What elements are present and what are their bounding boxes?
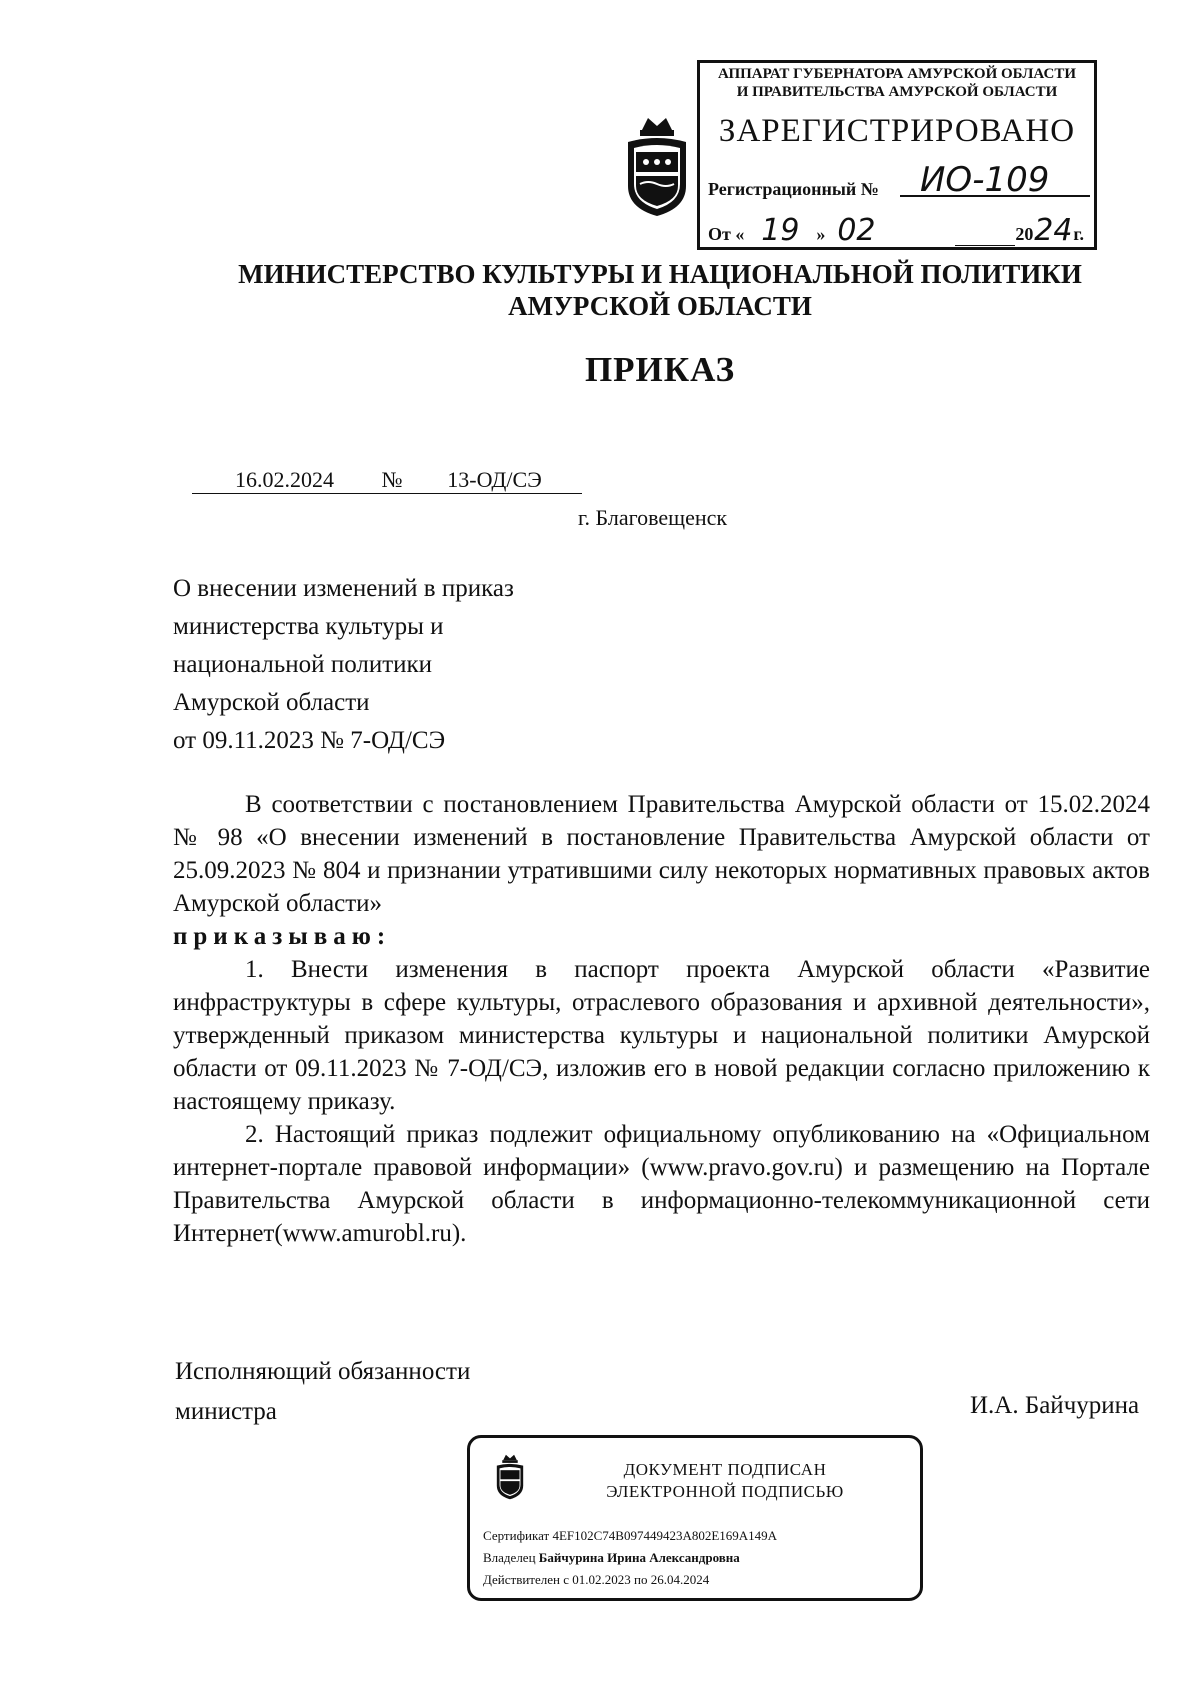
esig-owner-value: Байчурина Ирина Александровна bbox=[538, 1550, 740, 1565]
document-title: ПРИКАЗ bbox=[584, 350, 736, 389]
ministry-name-line2: АМУРСКОЙ ОБЛАСТИ bbox=[508, 291, 812, 321]
stamp-date-day: 19 bbox=[744, 213, 816, 249]
stamp-date-year-prefix: 20 bbox=[1015, 224, 1034, 244]
document-date: 16.02.2024 bbox=[192, 467, 377, 494]
preamble-paragraph: В соответствии с постановлением Правительства Амурской области от 15.02.2024 № 98 «О внесении изменений в постановление Правительства Амурской области от 25.09.2023 № 804 и признании утратившими силу некоторых нормативных правовых актов Амурской области» bbox=[173, 791, 1150, 917]
esig-heading-line2: ЭЛЕКТРОННОЙ ПОДПИСЬЮ bbox=[606, 1482, 844, 1501]
stamp-title: ЗАРЕГИСТРИРОВАНО bbox=[718, 113, 1076, 149]
stamp-date-prefix: От « bbox=[708, 224, 745, 244]
registration-stamp bbox=[697, 60, 1097, 250]
stamp-date-mid: » bbox=[816, 224, 826, 244]
subject-line: национальной политики bbox=[173, 651, 433, 678]
subject-line: министерства культуры и bbox=[173, 613, 444, 640]
document-number: 13-ОД/СЭ bbox=[407, 467, 582, 494]
esig-owner bbox=[483, 1550, 740, 1566]
esig-cert-label: Сертификат bbox=[483, 1528, 550, 1543]
order-item-1: 1. Внести изменения в паспорт проекта Амурской области «Развитие инфраструктуры в сфере культуры, отраслевого образования и архивной деятельности», утвержденный приказом министерства культуры и национальной политики Амурской области от 09.11.2023 № 7-ОД/СЭ, изложив его в новой редакции согласно приложению к настоящему приказу. bbox=[173, 956, 1150, 1115]
signatory-position-line2: министра bbox=[175, 1398, 277, 1425]
stamp-number-value: ИО-109 bbox=[900, 163, 1090, 197]
esig-heading-line1: ДОКУМЕНТ ПОДПИСАН bbox=[623, 1460, 827, 1479]
esig-validity bbox=[483, 1572, 709, 1588]
stamp-date-suffix: г. bbox=[1073, 224, 1084, 244]
stamp-date-year: 24 bbox=[1034, 213, 1073, 248]
ministry-name-line1: МИНИСТЕРСТВО КУЛЬТУРЫ И НАЦИОНАЛЬНОЙ ПОЛИТИКИ bbox=[238, 259, 1082, 289]
esig-cert-value: 4EF102C74B097449423A802E169A149A bbox=[552, 1528, 778, 1543]
stamp-org-line1: АППАРАТ ГУБЕРНАТОРА АМУРСКОЙ ОБЛАСТИ bbox=[717, 66, 1076, 82]
order-word: приказываю: bbox=[173, 923, 392, 950]
subject-line: Амурской области bbox=[173, 689, 370, 716]
signatory-position-line1: Исполняющий обязанности bbox=[175, 1358, 471, 1385]
document-city: г. Благовещенск bbox=[578, 505, 728, 530]
signatory-name: И.А. Байчурина bbox=[970, 1392, 1140, 1419]
stamp-date bbox=[708, 213, 1098, 247]
stamp-number-label: Регистрационный № bbox=[708, 179, 879, 199]
signatory-position bbox=[175, 1352, 470, 1432]
subject-line: от 09.11.2023 № 7-ОД/СЭ bbox=[173, 727, 446, 754]
esig-valid-to: 26.04.2024 bbox=[650, 1572, 710, 1587]
order-item-2: 2. Настоящий приказ подлежит официальному опубликованию на «Официальном интернет-портале правовой информации» (www.pravo.gov.ru) и размещению на Портале Правительства Амурской области в информационно-телекоммуникационной сети Интернет(www.amurobl.ru). bbox=[173, 1121, 1150, 1247]
stamp-date-month: 02 bbox=[825, 213, 955, 249]
document-subject bbox=[173, 570, 514, 760]
esig-valid-mid: по bbox=[634, 1572, 648, 1587]
coat-of-arms-icon bbox=[490, 1452, 530, 1502]
esig-certificate bbox=[483, 1528, 777, 1544]
subject-line: О внесении изменений в приказ bbox=[173, 575, 514, 602]
document-body bbox=[173, 788, 1150, 1250]
document-date-number bbox=[192, 467, 582, 494]
esig-owner-label: Владелец bbox=[483, 1550, 536, 1565]
electronic-signature-stamp bbox=[467, 1435, 923, 1601]
stamp-org-line2: И ПРАВИТЕЛЬСТВА АМУРСКОЙ ОБЛАСТИ bbox=[736, 84, 1058, 100]
coat-of-arms-icon bbox=[622, 112, 692, 222]
esig-valid-label: Действителен с bbox=[483, 1572, 569, 1587]
document-number-label: № bbox=[377, 467, 407, 494]
esig-valid-from: 01.02.2023 bbox=[572, 1572, 631, 1587]
